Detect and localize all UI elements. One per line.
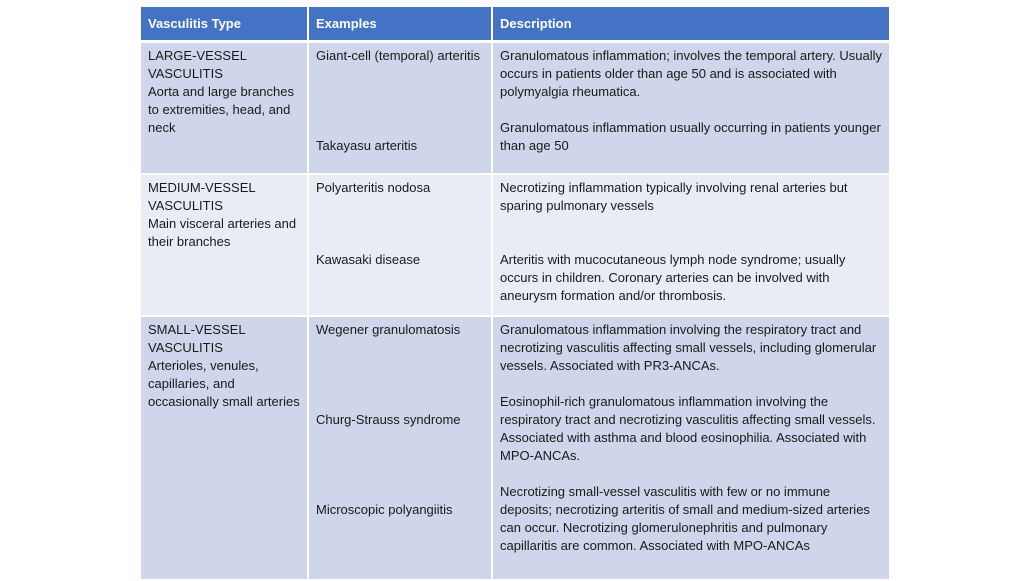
vasculitis-table bbox=[141, 7, 889, 581]
example-item: Churg-Strauss syndrome bbox=[316, 412, 461, 427]
header-examples: Examples bbox=[308, 7, 492, 42]
type-detail: Arterioles, venules, capillaries, and occasionally small arteries bbox=[148, 358, 300, 409]
description-item: Granulomatous inflammation involving the respiratory tract and necrotizing vasculitis affecting small vessels, including glomerular vessels. Associated with PR3-ANCAs. bbox=[500, 322, 877, 373]
table-row bbox=[141, 174, 889, 316]
description-cell bbox=[492, 316, 889, 580]
description-item: Arteritis with mucocutaneous lymph node syndrome; usually occurs in children. Coronary arteries can be involved with aneurysm formation and/or thrombosis. bbox=[500, 252, 846, 303]
header-description: Description bbox=[492, 7, 889, 42]
examples-cell bbox=[308, 316, 492, 580]
type-detail: Main visceral arteries and their branches bbox=[148, 216, 297, 249]
type-name: MEDIUM-VESSEL VASCULITIS bbox=[148, 180, 256, 213]
examples-cell bbox=[308, 174, 492, 316]
header-type: Vasculitis Type bbox=[141, 7, 308, 42]
type-name: SMALL-VESSEL VASCULITIS bbox=[148, 322, 246, 355]
header-row bbox=[141, 7, 889, 42]
type-cell bbox=[141, 316, 308, 580]
type-cell bbox=[141, 174, 308, 316]
description-cell bbox=[492, 42, 889, 175]
examples-cell bbox=[308, 42, 492, 175]
example-item: Microscopic polyangiitis bbox=[316, 502, 453, 517]
description-item: Necrotizing small-vessel vasculitis with few or no immune deposits; necrotizing arteritis of small and medium-sized arteries can occur. Necrotizing glomerulonephritis and pulmonary capillaritis are common. Associated with MPO-ANCAs bbox=[500, 484, 870, 553]
type-cell bbox=[141, 42, 308, 175]
example-item: Takayasu arteritis bbox=[316, 138, 418, 153]
description-cell bbox=[492, 174, 889, 316]
type-detail: Aorta and large branches to extremities, head, and neck bbox=[148, 84, 294, 135]
example-item: Kawasaki disease bbox=[316, 252, 421, 267]
example-item: Wegener granulomatosis bbox=[316, 322, 461, 337]
example-item: Polyarteritis nodosa bbox=[316, 180, 431, 195]
description-item: Necrotizing inflammation typically involving renal arteries but sparing pulmonary vessels bbox=[500, 180, 848, 213]
example-item: Giant-cell (temporal) arteritis bbox=[316, 48, 480, 63]
table-row bbox=[141, 42, 889, 175]
type-name: LARGE-VESSEL VASCULITIS bbox=[148, 48, 247, 81]
description-item: Eosinophil-rich granulomatous inflammation involving the respiratory tract and necrotizing vasculitis affecting small vessels. Associated with asthma and blood eosinophilia. Associated with MPO-ANCAs. bbox=[500, 394, 876, 463]
description-item: Granulomatous inflammation; involves the temporal artery. Usually occurs in patients older than age 50 and is associated with polymyalgia rheumatica. bbox=[500, 48, 882, 99]
table-row bbox=[141, 316, 889, 580]
description-item: Granulomatous inflammation usually occurring in patients younger than age 50 bbox=[500, 120, 881, 153]
